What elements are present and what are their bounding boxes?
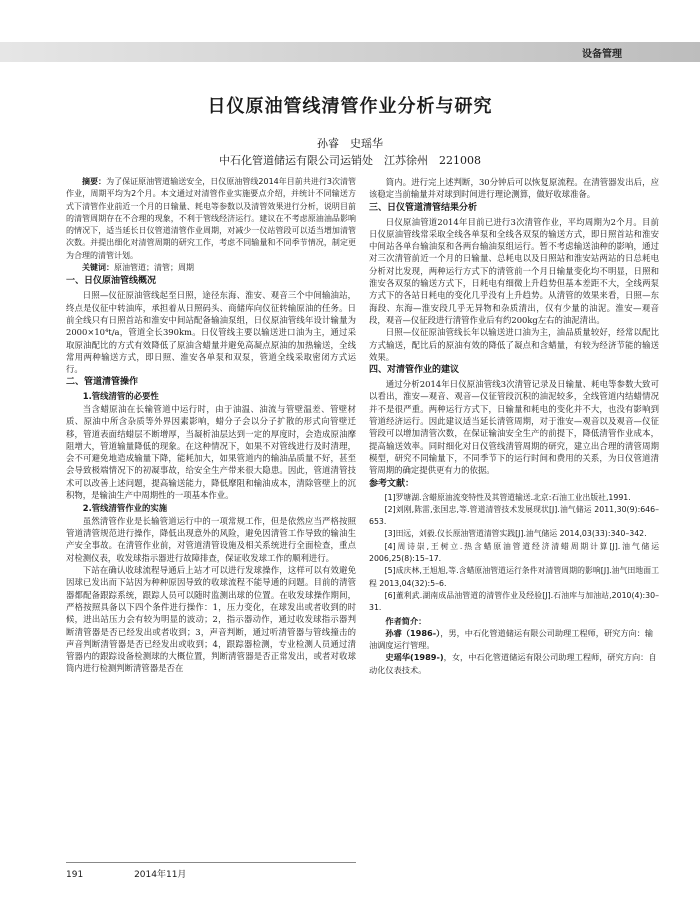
right-column: [369, 176, 659, 676]
issue-date: 2014年11月: [134, 870, 187, 880]
author-1-text: ，男，中石化管道储运有限公司助理工程师，研究方向：输油调度运行管理。: [369, 627, 654, 651]
paper-affiliation: 中石化管道储运有限公司运销处 江苏徐州 221008: [219, 154, 481, 167]
page-number: 191: [66, 870, 84, 880]
paper-title: 日仪原油管线清管作业分析与研究: [207, 96, 493, 117]
section-tag: 设备管理: [582, 49, 622, 60]
author-bio-label: 作者简介：: [385, 615, 427, 626]
abstract: [66, 176, 356, 262]
author-bio-1: [369, 627, 659, 652]
subsection-2-1-heading: 1.管线清管的必要性: [82, 391, 159, 402]
keywords: [66, 262, 356, 274]
reference-item: [3]田远，刘毅.仪长原油管道清管实践[J].油气储运 2014,03(33):340–342.: [384, 529, 647, 539]
author-2-name: 史瑶华(1989-): [385, 652, 444, 663]
keywords-label: 关键词：: [82, 263, 114, 273]
reference-item: [6]董利武.湖南成品油管道的清管作业及经验[J].石油库与加油站,2010(4):30–31.: [369, 590, 659, 613]
paper-authors: 孙睿 史瑶华: [317, 137, 383, 150]
section-1-heading: 一、日仪原油管线概况: [66, 276, 157, 287]
author-2-text: ，女，中石化管道储运有限公司助理工程师，研究方向：自动化仪表技术。: [369, 652, 657, 675]
section-4-heading: 四、对清管作业的建议: [369, 365, 460, 376]
section-3-paragraph-2: 日照—仪征原油管线长年以输送进口油为主，油品质量较好，经常以配比方式输送，配比后的原油有效的降低了凝点和含蜡量，有较为经济节能的输送效果。: [369, 327, 659, 362]
subsection-2-2-heading: 2.管线清管作业的实施: [82, 503, 168, 514]
references-heading: 参考文献：: [369, 478, 415, 489]
continued-paragraph: 筒内。进行完上述判断，30分钟后可以恢复原流程。在清管器发出后，应该稳定当前输量并对球到时间进行理论测算，做好收球准备。: [369, 177, 659, 200]
section-1-paragraph: 日照—仪征原油管线起至日照，途径东海、淮安、观音三个中间输油站，终点是仪征中转油库，承担着从日照码头、商储库向仪征转输原油的任务。日前全线只有日照首站和淮安中间站配备输油泵组，日仪原油管线年设计输量为2000×10⁴t/a，管道全长390km。日仪管线主要以输送进口油为主，通过采取原油配比的方式有效降低了原油含蜡量并避免高凝点原油的加热输送，全线常用两种输送方式，即日照、淮安各单泵和双泵，管道全线采取密闭方式运行。: [66, 290, 356, 375]
keywords-text: 原油管道；清管；周期: [114, 263, 194, 273]
section-3-paragraph-1: 日仪原油管道2014年目前已进行3次清管作业，平均周期为2个月。目前日仪原油管线常采取全线各单泵和全线各双泵的输送方式，即日照首站和淮安中间站各单台输油泵和各两台输油泵组运行。暂不考虑输送油种的影响，通过对三次清管前近一个月的日输量、总耗电以及日照站和淮安站两站的日总耗电分析对比发现，两种运行方式下的清管前一个月日输量变化均不明显，日照和淮安各双泵的输送方式下，日耗电有细微上升趋势但基本差距不大，全线两泵方式下的各站日耗电的变化几乎没有上升趋势。从清管的效果来看，日照—东海段、东海—淮安段几乎无异物和杂质清出，仅有少量的油泥。淮安—观音段，观音—仪征段进行清管作业后有约200kg左右的油泥清出。: [369, 216, 659, 325]
references-list: [369, 492, 659, 615]
left-column: [66, 176, 356, 675]
abstract-text: 为了保证原油管道输送安全，日仪原油管线2014年目前共进行3次清管作业，周期平均为2个月。本文通过对清管作业实施要点介绍，并统计不同输送方式下清管作业前近一个月的日输量、耗电等参数以及清管效果进行分析，说明目前的清管周期存在不合理的现象，不利于管线经济运行。建议在不考虑原油油品影响的情况下，适当延长日仪管道清管作业周期，对减少一仪站管段可以适当增加清管次数。并提出细化对清管周期的研究工作，考虑不同输量和不同季节情况，制定更为合理的清管计划。: [66, 177, 357, 260]
page-footer: [66, 867, 186, 880]
abstract-label: 摘要：: [82, 177, 107, 186]
author-bio-2: [369, 651, 659, 676]
section-2-heading: 二、管道清管操作: [66, 377, 139, 388]
reference-item: [5]成庆林,王旭旭,等.含蜡原油管道运行条件对清管周期的影响[J].油气田地面工程 2013,04(32):5–6.: [369, 566, 659, 588]
footer-divider: [66, 862, 356, 863]
author-bio-heading: [369, 615, 659, 627]
section-2-paragraph-3: 下站在确认收球流程导通后上站才可以进行发球操作，这样可以有效避免因球已发出而下站因为种种原因导致的收球流程不能导通的问题。目前的清管器都配备跟踪系统，跟踪人员可以随时监测出球的位置。在收发球操作期间，严格按照具备以下四个条件进行操作：1，压力变化，在球发出或者收到的时候，进出站压力会有较为明显的波动；2，指示器动作，通过收发球指示器判断清管器是否已经发出或者收到；3，声音判断，通过听清管器与管线撞击的声音判断清管器是否已经发出或收到；4，跟踪器检测，专业检测人员通过清管器内的跟踪设备检测球的大概位置，判断清管器是否正常发出，或者对收球筒内进行检测判断清管器是否在: [66, 565, 356, 674]
section-4-paragraph: 通过分析2014年日仪原油管线3次清管记录及日输量、耗电等参数大致可以看出，淮安—观音、观音—仪征管段沉积的油泥较多，全线管道内结蜡情况并不是很严重。两种运行方式下，日输量和耗电的变化并不大，也没有影响到管道经济运行。因此建议适当延长清管周期，对于淮安—观音以及观音—仪征管段可以增加清管次数，在保证输油安全生产的前提下，降低清管作业成本，提高输送效率。同时细化对日仪管线清管周期的研究，建立出合理的清管周期模型，研究不同输量下，不同季节下的运行时间和费用的关系，为日仪管道清管周期的确定提供更有力的依据。: [369, 379, 659, 476]
section-3-heading: 三、日仪管道清管结果分析: [369, 202, 478, 213]
section-2-paragraph-2: 虽然清管作业是长输管道运行中的一项常规工作，但是依然应当严格按照管道清管规范进行操作，降低出现意外的风险，避免因清管工作导致的输油生产安全事故。在清管作业前，对管道清管设施及相关系统进行全面检查，重点对检测仪表，收发球指示器进行故障排查，保证收发球工作的顺利进行。: [66, 515, 356, 563]
reference-item: [4]周诗崇,王树立.热含蜡原油管道经济清蜡周期计算[J].油气储运 2006,25(8):15–17.: [369, 541, 659, 564]
author-1-name: 孙睿（1986-）: [385, 627, 441, 638]
reference-item: [1]罗塘湖.含蜡原油流变特性及其管道输送.北京:石油工业出版社,1991.: [384, 492, 631, 502]
section-2-paragraph-1: 当含蜡原油在长输管道中运行时，由于油温、油流与管壁温差、管壁材质、原油中所含杂质等外界因素影响，蜡分子会以分子扩散的形式向管壁迁移，管道表面结蜡层不断增厚，当凝析油层达到一定的厚度时，会造成原油摩阻增大，管道输量降低的现象。在这种情况下，如果不对管线进行及时清理，会不可避免地造成输量下降，能耗加大，如果管道内的输油品质量不好，甚至会导致极端情况下的初凝事故，给安全生产带来很大隐患。因此，管道清管技术可以改善上述问题，提高输送能力，降低摩阻和输油成本，清除管壁上的沉积物，是输油生产中周期性的一项基本作业。: [66, 403, 356, 501]
reference-item: [2]刘刚,陈雷,张国忠,等.管道清管技术发展现状[J].油气储运 2011,30(9):646–653.: [369, 504, 659, 527]
